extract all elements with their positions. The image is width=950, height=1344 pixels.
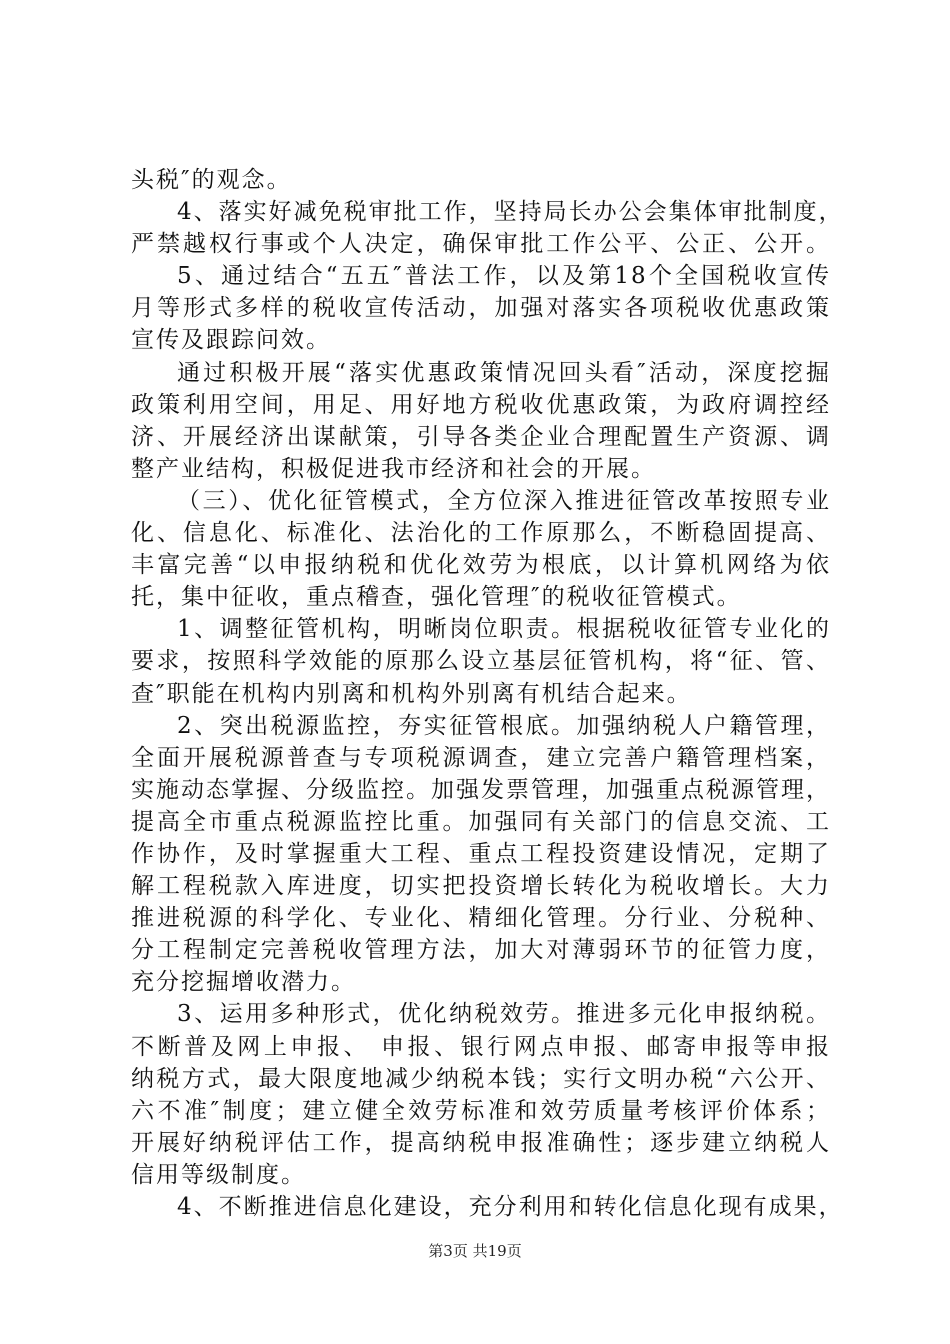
text-line: 信用等级制度。 xyxy=(131,1161,306,1188)
text-line: 不断普及网上申报、 申报、银行网点申报、邮寄申报等申报 xyxy=(131,1033,831,1060)
text-line: 推进税源的科学化、专业化、精细化管理。分行业、分税种、 xyxy=(131,905,831,932)
document-body xyxy=(131,164,844,1223)
text-line: 化、信息化、标准化、法治化的工作原那么，不断稳固提高、 xyxy=(131,520,831,547)
text-line: 济、开展经济出谋献策，引导各类企业合理配置生产资源、调 xyxy=(131,423,831,450)
text-line: 5、通过结合“五五″普法工作，以及第18个全国税收宣传 xyxy=(177,263,831,290)
text-line: 丰富完善“以申报纳税和优化效劳为根底，以计算机网络为依 xyxy=(131,552,831,579)
text-line: 作协作，及时掌握重大工程、重点工程投资建设情况，定期了 xyxy=(131,840,831,867)
text-line: 纳税方式，最大限度地减少纳税本钱；实行文明办税“六公开、 xyxy=(131,1065,831,1092)
text-line: 4、落实好减免税审批工作，坚持局长办公会集体审批制度， xyxy=(177,199,844,226)
text-line: 头税″的观念。 xyxy=(131,167,292,193)
text-line: 分工程制定完善税收管理方法，加大对薄弱环节的征管力度， xyxy=(131,937,831,964)
text-line: 月等形式多样的税收宣传活动，加强对落实各项税收优惠政策 xyxy=(131,295,831,322)
text-line: 通过积极开展“落实优惠政策情况回头看″活动，深度挖掘 xyxy=(177,359,831,386)
text-line: 实施动态掌握、分级监控。加强发票管理，加强重点税源管理， xyxy=(131,776,831,803)
text-line: 1、调整征管机构，明晰岗位职责。根据税收征管专业化的 xyxy=(177,616,831,643)
text-line: （三）、优化征管模式，全方位深入推进征管改革按照专业 xyxy=(177,487,831,514)
text-line: 要求，按照科学效能的原那么设立基层征管机构，将“征、管、 xyxy=(131,648,831,675)
text-line: 整产业结构，积极促进我市经济和社会的开展。 xyxy=(131,455,656,482)
text-line: 2、突出税源监控，夯实征管根底。加强纳税人户籍管理， xyxy=(177,712,831,739)
text-line: 查″职能在机构内别离和机构外别离有机结合起来。 xyxy=(131,680,692,707)
text-line: 4、不断推进信息化建设，充分利用和转化信息化现有成果， xyxy=(177,1194,844,1220)
text-line: 六不准″制度；建立健全效劳标准和效劳质量考核评价体系； xyxy=(131,1097,831,1124)
text-line: 开展好纳税评估工作，提高纳税申报准确性；逐步建立纳税人 xyxy=(131,1129,831,1156)
text-line: 解工程税款入库进度，切实把投资增长转化为税收增长。大力 xyxy=(131,873,831,900)
text-line: 提高全市重点税源监控比重。加强同有关部门的信息交流、工 xyxy=(131,808,831,835)
text-line: 托，集中征收，重点稽查，强化管理″的税收征管模式。 xyxy=(131,584,742,611)
text-line: 宣传及跟踪问效。 xyxy=(131,327,331,354)
text-line: 政策利用空间，用足、用好地方税收优惠政策，为政府调控经 xyxy=(131,391,831,418)
text-line: 充分挖掘增收潜力。 xyxy=(131,969,356,996)
text-line: 全面开展税源普查与专项税源调查，建立完善户籍管理档案， xyxy=(131,744,831,771)
text-line: 严禁越权行事或个人决定，确保审批工作公平、公正、公开。 xyxy=(131,231,831,258)
page-number: 第3页 共19页 xyxy=(428,1242,522,1260)
text-line: 3、运用多种形式，优化纳税效劳。推进多元化申报纳税。 xyxy=(177,1001,831,1028)
